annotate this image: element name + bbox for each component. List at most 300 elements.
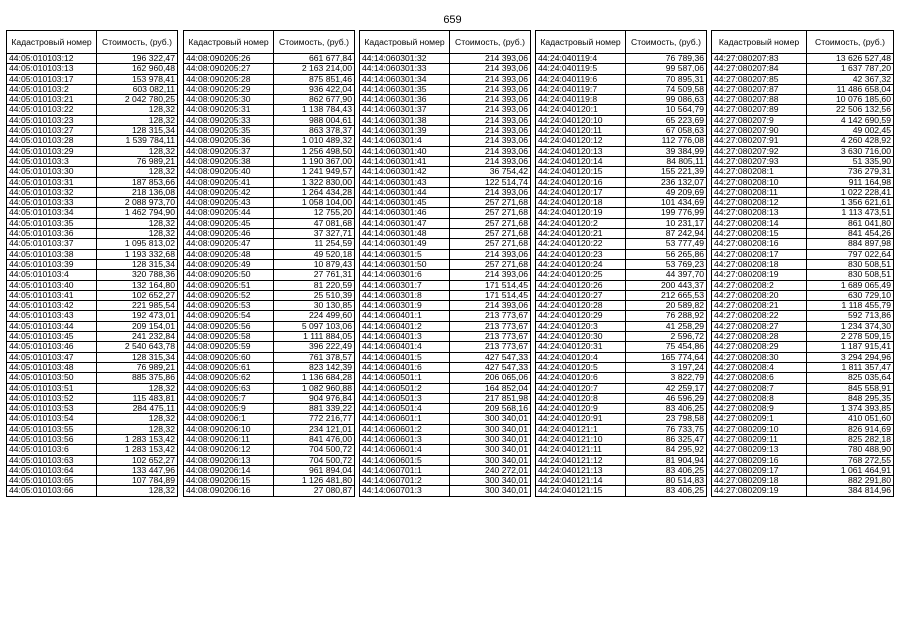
table-row xyxy=(536,146,707,156)
cost-cell: 904 976,84 xyxy=(274,393,355,403)
cadastral-number-cell: 44:05:010103:21 xyxy=(7,95,97,105)
table-row xyxy=(184,115,355,125)
cadastral-number-cell: 44:05:010103:65 xyxy=(7,476,97,486)
cadastral-number-cell: 44:05:010103:45 xyxy=(7,332,97,342)
table-row xyxy=(536,393,707,403)
cadastral-number-cell: 44:14:060701:1 xyxy=(360,465,450,475)
cadastral-number-cell: 44:27:080207:92 xyxy=(712,146,807,156)
table-row xyxy=(7,465,178,475)
cost-cell: 53 777,49 xyxy=(626,239,707,249)
cost-cell: 384 814,96 xyxy=(807,486,894,496)
cadastral-number-cell: 44:27:080208:15 xyxy=(712,229,807,239)
header-cadastral-number: Кадастровый номер xyxy=(184,31,274,54)
cost-cell: 1 283 153,42 xyxy=(97,434,178,444)
cadastral-number-cell: 44:05:010103:42 xyxy=(7,301,97,311)
cadastral-number-cell: 44:05:010103:46 xyxy=(7,342,97,352)
cost-cell: 214 393,06 xyxy=(450,136,531,146)
cost-cell: 76 288,92 xyxy=(626,311,707,321)
cadastral-number-cell: 44:08:090205:62 xyxy=(184,373,274,383)
cadastral-number-cell: 44:14:060401:3 xyxy=(360,332,450,342)
table-row xyxy=(360,393,531,403)
cost-cell: 427 547,33 xyxy=(450,362,531,372)
header-cadastral-number: Кадастровый номер xyxy=(536,31,626,54)
cadastral-number-cell: 44:05:010103:39 xyxy=(7,259,97,269)
cadastral-number-cell: 44:24:040120:2 xyxy=(536,218,626,228)
table-row xyxy=(536,74,707,84)
table-row xyxy=(7,239,178,249)
table-row xyxy=(712,321,894,331)
cadastral-number-cell: 44:27:080207:87 xyxy=(712,84,807,94)
cost-cell: 51 335,90 xyxy=(807,156,894,166)
cost-cell: 5 097 103,06 xyxy=(274,321,355,331)
table-row xyxy=(7,404,178,414)
cost-cell: 1 193 332,68 xyxy=(97,249,178,259)
cadastral-number-cell: 44:24:040120:1 xyxy=(536,105,626,115)
cost-cell: 128,32 xyxy=(97,414,178,424)
cadastral-number-cell: 44:08:090205:44 xyxy=(184,208,274,218)
cost-cell: 102 652,27 xyxy=(97,455,178,465)
cost-cell: 53 769,23 xyxy=(626,259,707,269)
table-row xyxy=(184,434,355,444)
cost-cell: 875 851,46 xyxy=(274,74,355,84)
table-row xyxy=(712,476,894,486)
table-row xyxy=(712,290,894,300)
cadastre-table-4 xyxy=(535,30,707,497)
table-row xyxy=(712,393,894,403)
table-row xyxy=(712,95,894,105)
cadastral-number-cell: 44:27:080208:4 xyxy=(712,362,807,372)
table-row xyxy=(712,146,894,156)
table-row xyxy=(360,259,531,269)
table-row xyxy=(360,404,531,414)
table-row xyxy=(184,249,355,259)
cadastral-number-cell: 44:27:080208:16 xyxy=(712,239,807,249)
table-row xyxy=(184,156,355,166)
cost-cell: 76 989,21 xyxy=(97,156,178,166)
cadastral-number-cell: 44:05:010103:64 xyxy=(7,465,97,475)
cost-cell: 132 164,80 xyxy=(97,280,178,290)
cost-cell: 300 340,01 xyxy=(450,424,531,434)
table-row xyxy=(536,352,707,362)
table-row xyxy=(360,301,531,311)
cost-cell: 171 514,45 xyxy=(450,280,531,290)
cost-cell: 911 164,98 xyxy=(807,177,894,187)
table-row xyxy=(360,465,531,475)
cadastral-number-cell: 44:14:060301:50 xyxy=(360,259,450,269)
cadastral-number-cell: 44:08:090206:12 xyxy=(184,445,274,455)
table-row xyxy=(712,84,894,94)
cost-cell: 841 454,26 xyxy=(807,229,894,239)
cost-cell: 200 443,37 xyxy=(626,280,707,290)
table-row xyxy=(712,187,894,197)
cadastral-number-cell: 44:24:040120:15 xyxy=(536,167,626,177)
cost-cell: 780 488,90 xyxy=(807,445,894,455)
table-row xyxy=(184,95,355,105)
cadastral-number-cell: 44:24:040121:12 xyxy=(536,455,626,465)
cadastral-number-cell: 44:14:060301:38 xyxy=(360,115,450,125)
cadastral-number-cell: 44:08:090205:58 xyxy=(184,332,274,342)
cadastral-number-cell: 44:27:080207:9 xyxy=(712,115,807,125)
table-row xyxy=(536,445,707,455)
table-row xyxy=(7,455,178,465)
cadastral-number-cell: 44:27:080208:8 xyxy=(712,393,807,403)
table-row xyxy=(360,476,531,486)
cost-cell: 257 271,68 xyxy=(450,208,531,218)
cost-cell: 236 132,07 xyxy=(626,177,707,187)
table-row xyxy=(712,373,894,383)
cadastral-number-cell: 44:24:040120:24 xyxy=(536,259,626,269)
cadastral-number-cell: 44:05:010103:31 xyxy=(7,177,97,187)
table-row xyxy=(7,362,178,372)
table-row xyxy=(7,54,178,64)
cadastral-number-cell: 44:27:080208:19 xyxy=(712,270,807,280)
cost-cell: 84 805,11 xyxy=(626,156,707,166)
cadastral-number-cell: 44:08:090205:9 xyxy=(184,404,274,414)
table-row xyxy=(712,465,894,475)
cost-cell: 214 393,06 xyxy=(450,54,531,64)
cost-cell: 661 677,84 xyxy=(274,54,355,64)
cost-cell: 20 589,82 xyxy=(626,301,707,311)
cost-cell: 761 378,57 xyxy=(274,352,355,362)
cadastre-table-1 xyxy=(6,30,178,497)
cost-cell: 736 279,31 xyxy=(807,167,894,177)
cost-cell: 10 879,43 xyxy=(274,259,355,269)
cadastral-number-cell: 44:05:010103:55 xyxy=(7,424,97,434)
cost-cell: 39 384,99 xyxy=(626,146,707,156)
table-row xyxy=(7,115,178,125)
cost-cell: 128,32 xyxy=(97,105,178,115)
cadastral-number-cell: 44:08:090205:42 xyxy=(184,187,274,197)
cadastral-number-cell: 44:08:090205:63 xyxy=(184,383,274,393)
cost-cell: 2 278 509,15 xyxy=(807,332,894,342)
cadastral-number-cell: 44:27:080208:18 xyxy=(712,259,807,269)
table-row xyxy=(536,156,707,166)
table-row xyxy=(536,115,707,125)
cost-cell: 209 154,01 xyxy=(97,321,178,331)
cost-cell: 214 393,06 xyxy=(450,301,531,311)
cost-cell: 1 374 393,85 xyxy=(807,404,894,414)
cost-cell: 1 462 794,90 xyxy=(97,208,178,218)
table-row xyxy=(712,362,894,372)
cost-cell: 212 665,53 xyxy=(626,290,707,300)
table-row xyxy=(360,486,531,496)
cadastral-number-cell: 44:14:060301:33 xyxy=(360,64,450,74)
page-number: 659 xyxy=(443,14,462,26)
table-row xyxy=(7,74,178,84)
cost-cell: 171 514,45 xyxy=(450,290,531,300)
table-row xyxy=(360,198,531,208)
cost-cell: 2 540 643,78 xyxy=(97,342,178,352)
table-row xyxy=(7,301,178,311)
cost-cell: 99 587,06 xyxy=(626,64,707,74)
table-row xyxy=(360,105,531,115)
cadastre-table-2 xyxy=(183,30,355,497)
cadastre-table-5 xyxy=(711,30,894,497)
table-row xyxy=(184,362,355,372)
cadastral-number-cell: 44:14:060401:1 xyxy=(360,311,450,321)
table-row xyxy=(360,290,531,300)
cost-cell: 3 822,79 xyxy=(626,373,707,383)
cost-cell: 83 406,25 xyxy=(626,486,707,496)
cost-cell: 300 340,01 xyxy=(450,455,531,465)
cost-cell: 153 978,41 xyxy=(97,74,178,84)
cost-cell: 845 558,91 xyxy=(807,383,894,393)
table-row xyxy=(712,239,894,249)
cost-cell: 2 163 214,00 xyxy=(274,64,355,74)
table-row xyxy=(712,486,894,496)
cost-cell: 30 130,85 xyxy=(274,301,355,311)
table-row xyxy=(536,414,707,424)
cost-cell: 128,32 xyxy=(97,146,178,156)
table-row xyxy=(360,445,531,455)
cost-cell: 1 356 621,61 xyxy=(807,198,894,208)
table-row xyxy=(184,301,355,311)
table-row xyxy=(536,64,707,74)
cost-cell: 396 222,49 xyxy=(274,342,355,352)
cadastral-number-cell: 44:14:060301:41 xyxy=(360,156,450,166)
cost-cell: 37 327,71 xyxy=(274,229,355,239)
table-row xyxy=(360,352,531,362)
cadastral-number-cell: 44:08:090205:28 xyxy=(184,74,274,84)
cadastral-number-cell: 44:05:010103:33 xyxy=(7,198,97,208)
cadastral-number-cell: 44:05:010103:22 xyxy=(7,105,97,115)
cost-cell: 107 784,89 xyxy=(97,476,178,486)
cost-cell: 11 254,59 xyxy=(274,239,355,249)
table-row xyxy=(536,342,707,352)
table-row xyxy=(7,177,178,187)
cost-cell: 234 121,01 xyxy=(274,424,355,434)
table-row xyxy=(536,373,707,383)
cost-cell: 603 082,11 xyxy=(97,84,178,94)
cadastral-number-cell: 44:08:090205:35 xyxy=(184,126,274,136)
cost-cell: 257 271,68 xyxy=(450,198,531,208)
cadastral-number-cell: 44:08:090205:48 xyxy=(184,249,274,259)
cost-cell: 206 065,06 xyxy=(450,373,531,383)
table-row xyxy=(712,414,894,424)
cadastral-number-cell: 44:24:040120:14 xyxy=(536,156,626,166)
cost-cell: 122 514,74 xyxy=(450,177,531,187)
cadastral-number-cell: 44:08:090206:11 xyxy=(184,434,274,444)
cost-cell: 165 774,64 xyxy=(626,352,707,362)
table-row xyxy=(536,383,707,393)
cost-cell: 22 506 132,56 xyxy=(807,105,894,115)
cadastral-number-cell: 44:14:060401:6 xyxy=(360,362,450,372)
table-row xyxy=(184,126,355,136)
cadastral-number-cell: 44:24:040119:7 xyxy=(536,84,626,94)
table-row xyxy=(184,424,355,434)
cadastral-number-cell: 44:24:040119:8 xyxy=(536,95,626,105)
cost-cell: 214 393,06 xyxy=(450,270,531,280)
cost-cell: 87 242,94 xyxy=(626,229,707,239)
table-row xyxy=(7,486,178,496)
cadastral-number-cell: 44:05:010103:43 xyxy=(7,311,97,321)
table-row xyxy=(712,249,894,259)
table-row xyxy=(360,280,531,290)
cadastral-number-cell: 44:08:090205:47 xyxy=(184,239,274,249)
cost-cell: 1 256 498,50 xyxy=(274,146,355,156)
table-row xyxy=(536,167,707,177)
table-row xyxy=(184,393,355,403)
cadastral-number-cell: 44:08:090205:36 xyxy=(184,136,274,146)
table-row xyxy=(7,332,178,342)
cadastral-number-cell: 44:27:080208:30 xyxy=(712,352,807,362)
cadastral-number-cell: 44:05:010103:23 xyxy=(7,115,97,125)
cadastral-number-cell: 44:24:040120:7 xyxy=(536,383,626,393)
table-row xyxy=(360,64,531,74)
cadastral-number-cell: 44:14:060301:7 xyxy=(360,280,450,290)
cost-cell: 885 375,86 xyxy=(97,373,178,383)
table-row xyxy=(536,301,707,311)
table-row xyxy=(360,270,531,280)
table-row xyxy=(184,321,355,331)
table-row xyxy=(184,218,355,228)
cost-cell: 75 454,86 xyxy=(626,342,707,352)
table-row xyxy=(360,74,531,84)
cadastral-number-cell: 44:27:080209:1 xyxy=(712,414,807,424)
cadastral-number-cell: 44:27:080208:13 xyxy=(712,208,807,218)
table-row xyxy=(184,146,355,156)
cost-cell: 76 789,36 xyxy=(626,54,707,64)
cost-cell: 214 393,06 xyxy=(450,105,531,115)
table-row xyxy=(536,259,707,269)
table-row xyxy=(184,455,355,465)
table-row xyxy=(7,208,178,218)
cost-cell: 862 677,90 xyxy=(274,95,355,105)
cadastral-number-cell: 44:27:080208:6 xyxy=(712,373,807,383)
cadastral-number-cell: 44:08:090205:52 xyxy=(184,290,274,300)
cost-cell: 284 475,11 xyxy=(97,404,178,414)
cadastral-number-cell: 44:05:010103:44 xyxy=(7,321,97,331)
cadastral-number-cell: 44:14:060301:44 xyxy=(360,187,450,197)
cost-cell: 81 904,94 xyxy=(626,455,707,465)
cost-cell: 44 397,70 xyxy=(626,270,707,280)
cadastral-number-cell: 44:14:060501:4 xyxy=(360,404,450,414)
table-row xyxy=(360,167,531,177)
table-row xyxy=(360,383,531,393)
cadastral-number-cell: 44:05:010103:52 xyxy=(7,393,97,403)
table-row xyxy=(712,311,894,321)
cadastral-number-cell: 44:08:090205:49 xyxy=(184,259,274,269)
cadastral-number-cell: 44:24:040120:12 xyxy=(536,136,626,146)
cadastral-number-cell: 44:14:060601:5 xyxy=(360,455,450,465)
cadastral-number-cell: 44:08:090206:16 xyxy=(184,486,274,496)
table-row xyxy=(360,54,531,64)
cost-cell: 214 393,06 xyxy=(450,156,531,166)
cost-cell: 1 113 473,51 xyxy=(807,208,894,218)
cadastral-number-cell: 44:27:080207:90 xyxy=(712,126,807,136)
cost-cell: 13 626 527,48 xyxy=(807,54,894,64)
table-row xyxy=(7,84,178,94)
table-row xyxy=(536,229,707,239)
cadastral-number-cell: 44:05:010103:4 xyxy=(7,270,97,280)
table-row xyxy=(360,84,531,94)
table-row xyxy=(360,414,531,424)
table-row xyxy=(184,373,355,383)
cadastral-number-cell: 44:08:090205:40 xyxy=(184,167,274,177)
cadastral-number-cell: 44:14:060301:49 xyxy=(360,239,450,249)
cost-cell: 1 010 489,32 xyxy=(274,136,355,146)
cadastral-number-cell: 44:14:060501:2 xyxy=(360,383,450,393)
cost-cell: 1 022 228,41 xyxy=(807,187,894,197)
cost-cell: 630 729,10 xyxy=(807,290,894,300)
cost-cell: 882 291,80 xyxy=(807,476,894,486)
header-cost: Стоимость, (руб.) xyxy=(97,31,178,54)
cadastral-number-cell: 44:05:010103:13 xyxy=(7,64,97,74)
cost-cell: 133 447,96 xyxy=(97,465,178,475)
cadastral-number-cell: 44:14:060501:1 xyxy=(360,373,450,383)
table-row xyxy=(360,455,531,465)
cost-cell: 83 406,25 xyxy=(626,465,707,475)
cost-cell: 209 568,16 xyxy=(450,404,531,414)
cost-cell: 300 340,01 xyxy=(450,445,531,455)
cadastral-number-cell: 44:27:080207:89 xyxy=(712,105,807,115)
cadastral-number-cell: 44:27:080207:83 xyxy=(712,54,807,64)
cost-cell: 1 264 434,28 xyxy=(274,187,355,197)
table-row xyxy=(536,434,707,444)
cost-cell: 861 041,80 xyxy=(807,218,894,228)
cadastral-number-cell: 44:24:040120:23 xyxy=(536,249,626,259)
cost-cell: 23 798,58 xyxy=(626,414,707,424)
cadastral-number-cell: 44:14:060401:4 xyxy=(360,342,450,352)
cadastral-number-cell: 44:27:080208:7 xyxy=(712,383,807,393)
table-row xyxy=(712,404,894,414)
cost-cell: 823 142,39 xyxy=(274,362,355,372)
table-row xyxy=(184,270,355,280)
table-row xyxy=(184,54,355,64)
cost-cell: 1 111 884,05 xyxy=(274,332,355,342)
table-row xyxy=(712,352,894,362)
table-row xyxy=(7,414,178,424)
cost-cell: 1 811 357,47 xyxy=(807,362,894,372)
cost-cell: 797 022,64 xyxy=(807,249,894,259)
table-row xyxy=(184,332,355,342)
table-row xyxy=(536,280,707,290)
cost-cell: 224 499,60 xyxy=(274,311,355,321)
table-row xyxy=(7,198,178,208)
cadastral-number-cell: 44:08:090205:37 xyxy=(184,146,274,156)
table-row xyxy=(536,270,707,280)
cost-cell: 988 004,61 xyxy=(274,115,355,125)
cost-cell: 128,32 xyxy=(97,424,178,434)
cost-cell: 410 051,60 xyxy=(807,414,894,424)
header-cadastral-number: Кадастровый номер xyxy=(7,31,97,54)
table-row xyxy=(536,136,707,146)
cadastral-number-cell: 44:24:040120:21 xyxy=(536,229,626,239)
cost-cell: 3 294 294,96 xyxy=(807,352,894,362)
cadastral-number-cell: 44:24:040121:10 xyxy=(536,434,626,444)
table-row xyxy=(536,177,707,187)
cost-cell: 936 422,04 xyxy=(274,84,355,94)
cost-cell: 214 393,06 xyxy=(450,84,531,94)
table-row xyxy=(536,218,707,228)
table-row xyxy=(536,332,707,342)
table-row xyxy=(184,229,355,239)
cadastral-number-cell: 44:27:080208:9 xyxy=(712,404,807,414)
cadastral-number-cell: 44:24:040120:13 xyxy=(536,146,626,156)
cadastral-number-cell: 44:14:060301:34 xyxy=(360,74,450,84)
cost-cell: 128,32 xyxy=(97,167,178,177)
cost-cell: 41 258,29 xyxy=(626,321,707,331)
cost-cell: 768 272,55 xyxy=(807,455,894,465)
cost-cell: 1 241 949,57 xyxy=(274,167,355,177)
cost-cell: 830 508,51 xyxy=(807,259,894,269)
table-row xyxy=(360,115,531,125)
header-cadastral-number: Кадастровый номер xyxy=(712,31,807,54)
table-row xyxy=(184,342,355,352)
cadastral-number-cell: 44:08:090205:43 xyxy=(184,198,274,208)
cost-cell: 164 852,04 xyxy=(450,383,531,393)
table-row xyxy=(360,229,531,239)
